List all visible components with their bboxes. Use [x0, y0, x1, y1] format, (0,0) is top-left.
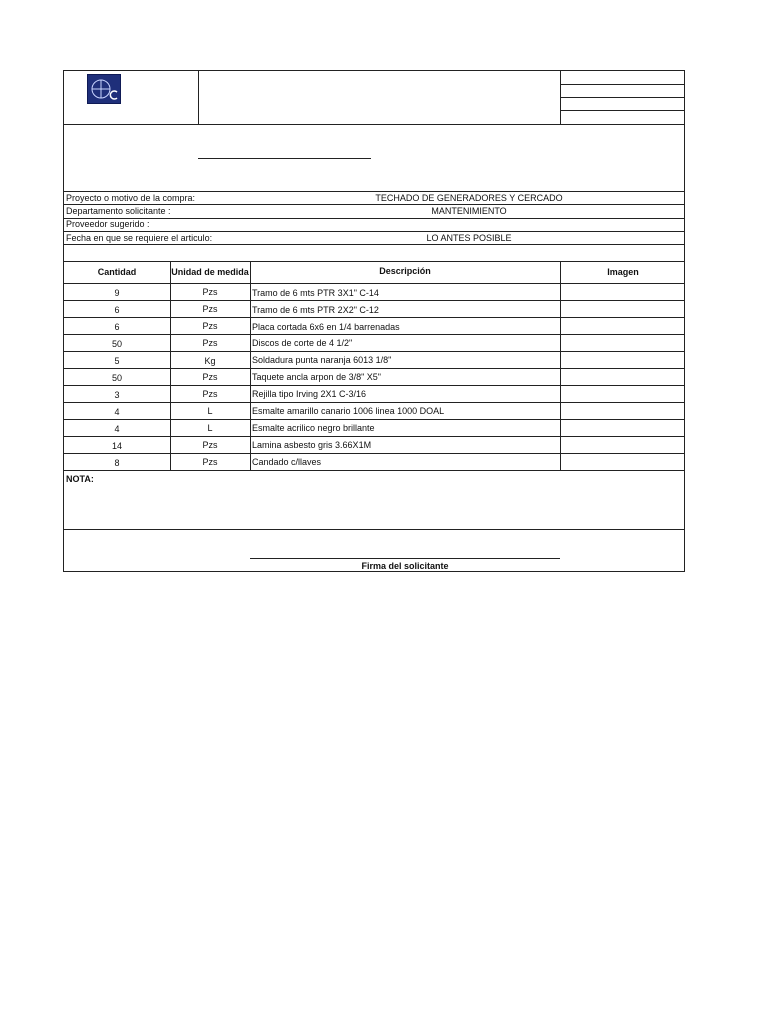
- quantity-cell: 9: [114, 288, 120, 298]
- column-header-unit: Unidad de medida: [171, 267, 249, 277]
- quantity-cell: 3: [114, 390, 120, 400]
- column-divider: [250, 261, 251, 470]
- description-cell: Tramo de 6 mts PTR 2X2" C-12: [252, 305, 379, 315]
- row-divider: [64, 317, 684, 318]
- unit-cell: Pzs: [202, 372, 218, 382]
- column-divider: [560, 261, 561, 470]
- quantity-cell: 50: [111, 373, 122, 383]
- unit-cell: Pzs: [202, 338, 218, 348]
- note-label: NOTA:: [66, 474, 94, 484]
- row-divider: [64, 385, 684, 386]
- divider: [64, 244, 684, 245]
- quantity-cell: 6: [114, 322, 120, 332]
- date-value: LO ANTES POSIBLE: [426, 233, 512, 243]
- unit-cell: Pzs: [202, 389, 218, 399]
- signature-line: [250, 558, 560, 559]
- department-label: Departamento solicitante :: [66, 206, 171, 216]
- quantity-cell: 50: [111, 339, 122, 349]
- header-box-line: [561, 110, 685, 111]
- blank-line: [198, 158, 371, 159]
- project-label: Proyecto o motivo de la compra:: [66, 193, 196, 203]
- row-divider: [64, 453, 684, 454]
- table-bottom-border: [64, 470, 684, 471]
- description-cell: Tramo de 6 mts PTR 3X1" C-14: [252, 288, 379, 298]
- quantity-cell: 6: [114, 305, 120, 315]
- header-box-line: [561, 97, 685, 98]
- date-label: Fecha en que se requiere el articulo:: [66, 233, 213, 243]
- quantity-cell: 14: [111, 441, 122, 451]
- unit-cell: Pzs: [202, 321, 218, 331]
- unit-cell: L: [207, 406, 213, 416]
- row-divider: [64, 334, 684, 335]
- unit-cell: Pzs: [202, 440, 218, 450]
- description-cell: Lamina asbesto gris 3.66X1M: [252, 440, 372, 450]
- description-cell: Rejilla tipo Irving 2X1 C-3/16: [252, 389, 367, 399]
- description-cell: Soldadura punta naranja 6013 1/8": [252, 355, 392, 365]
- row-divider: [64, 402, 684, 403]
- table-header-bottom: [64, 283, 684, 284]
- supplier-label: Proveedor sugerido :: [66, 219, 150, 229]
- quantity-cell: 4: [114, 424, 120, 434]
- unit-cell: L: [207, 423, 213, 433]
- unit-cell: Pzs: [202, 287, 218, 297]
- row-divider: [64, 351, 684, 352]
- header-box-line: [561, 84, 685, 85]
- description-cell: Esmalte amarillo canario 1006 linea 1000 DOAL: [252, 406, 445, 416]
- table-top-border: [64, 261, 684, 262]
- signature-label: Firma del solicitante: [361, 561, 449, 571]
- description-cell: Taquete ancla arpon de 3/8" X5": [252, 372, 381, 382]
- company-logo: [87, 74, 121, 104]
- project-value: TECHADO DE GENERADORES Y CERCADO: [375, 193, 563, 203]
- header-divider: [198, 71, 199, 124]
- purchase-request-form: [63, 70, 685, 572]
- company-logo-icon: [88, 75, 120, 103]
- unit-cell: Pzs: [202, 304, 218, 314]
- row-divider: [64, 436, 684, 437]
- unit-cell: Kg: [204, 356, 216, 366]
- description-cell: Candado c/llaves: [252, 457, 322, 467]
- column-header-quantity: Cantidad: [97, 267, 137, 277]
- quantity-cell: 5: [114, 356, 120, 366]
- description-cell: Placa cortada 6x6 en 1/4 barrenadas: [252, 322, 400, 332]
- description-cell: Discos de corte de 4 1/2": [252, 338, 353, 348]
- description-cell: Esmalte acrilico negro brillante: [252, 423, 375, 433]
- column-header-image: Imagen: [607, 267, 639, 277]
- department-value: MANTENIMIENTO: [431, 206, 507, 216]
- column-header-description: Descripción: [379, 266, 431, 276]
- divider: [64, 529, 684, 530]
- row-divider: [64, 300, 684, 301]
- quantity-cell: 8: [114, 458, 120, 468]
- row-divider: [64, 368, 684, 369]
- unit-cell: Pzs: [202, 457, 218, 467]
- divider: [64, 218, 684, 219]
- quantity-cell: 4: [114, 407, 120, 417]
- row-divider: [64, 419, 684, 420]
- divider: [64, 124, 684, 125]
